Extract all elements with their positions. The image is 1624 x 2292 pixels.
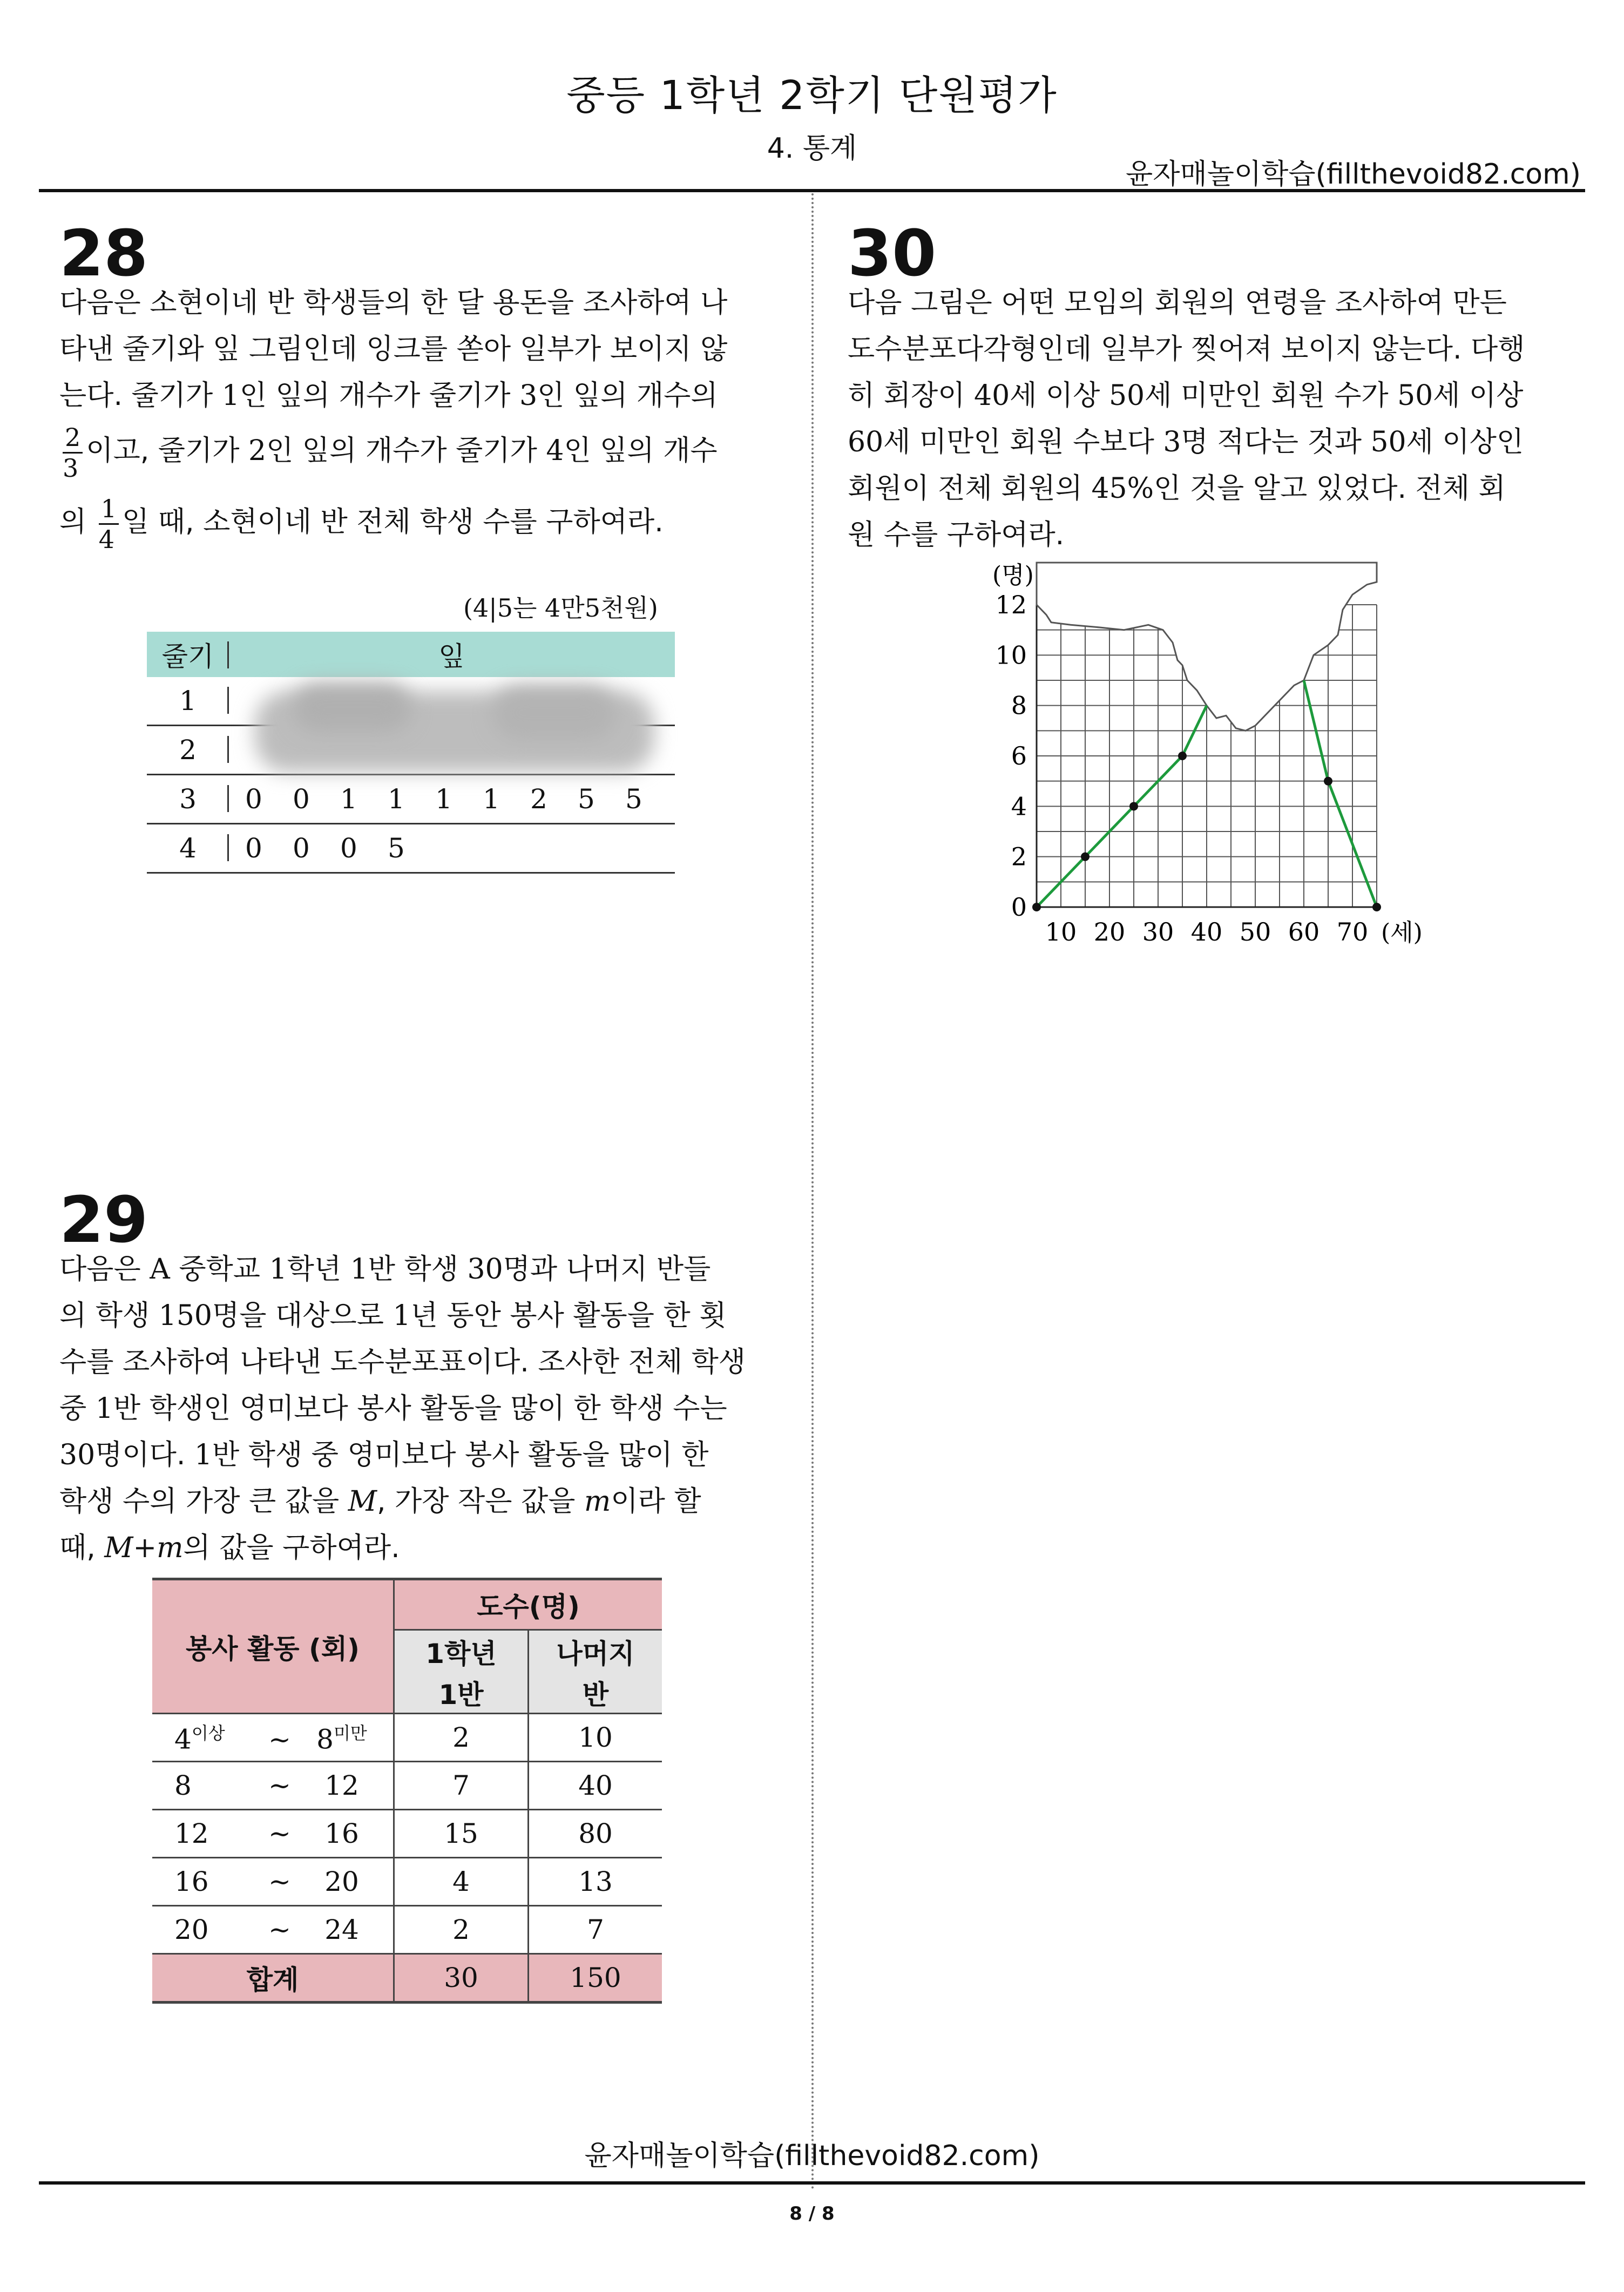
stem-value: 1: [147, 677, 229, 726]
data-point: [1324, 777, 1332, 786]
leaf-header: 잎: [229, 632, 675, 677]
question-30-text: [848, 280, 1544, 558]
leaf: 0: [293, 833, 310, 864]
class1-header: 1학년: [394, 1630, 529, 1673]
unit-subtitle: 4. 통계: [767, 132, 857, 165]
y-tick-label: 12: [995, 590, 1027, 619]
q30-line: 다음 그림은 어떤 모임의 회원의 연령을 조사하여 만든: [848, 287, 1507, 319]
leaf: 0: [245, 833, 262, 864]
stem-value: 3: [147, 775, 229, 824]
stem-value: 4: [147, 824, 229, 873]
activity-range: $4^{이상}$ ~ $8^{미만}$: [152, 1714, 394, 1762]
class1-frequency: 4: [394, 1858, 529, 1906]
x-tick-label: 60: [1288, 917, 1320, 946]
q30-line: 히 회장이 40세 이상 50세 미만인 회원 수가 50세 이상: [848, 380, 1524, 412]
data-point: [1032, 903, 1041, 911]
class1-frequency: 2: [394, 1906, 529, 1954]
y-tick-label: 10: [995, 640, 1027, 670]
q29-line: 30명이다. 1반 학생 중 영미보다 봉사 활동을 많이 한: [59, 1439, 709, 1471]
q29-line: 학생 수의 가장 큰 값을 M, 가장 작은 값을 m이라 할: [59, 1485, 701, 1518]
leaf-values: [229, 824, 675, 873]
stem-leaf-caption: (4|5는 4만5천원): [463, 593, 658, 623]
y-tick-label: 8: [1011, 691, 1027, 720]
series-line-visible-right: [1304, 680, 1377, 907]
question-29-text: [59, 1246, 756, 1571]
q28-line: 는다. 줄기가 1인 잎의 개수가 줄기가 3인 잎의 개수의: [59, 380, 718, 412]
q28-line: 타낸 줄기와 잎 그림인데 잉크를 쏟아 일부가 보이지 않: [59, 333, 728, 366]
data-point: [1178, 752, 1187, 760]
data-point: [1372, 903, 1381, 911]
activity-header: 봉사 활동 (회): [152, 1579, 394, 1714]
frequency-table: [152, 1578, 662, 2004]
y-axis-unit: (명): [992, 562, 1034, 589]
x-tick-label: 20: [1093, 917, 1126, 946]
ink-blot-part: [293, 683, 411, 732]
leaf: 0: [293, 783, 310, 815]
fraction-2-3: $\frac{2}{3}$: [63, 423, 83, 483]
frequency-header: 도수(명): [394, 1579, 662, 1630]
fraction-1-4: $\frac{1}{4}$: [99, 494, 119, 554]
data-point: [1129, 802, 1138, 810]
page-title: 중등 1학년 2학기 단원평가: [566, 72, 1058, 119]
q29-line: 수를 조사하여 나타낸 도수분포표이다. 조사한 전체 학생: [59, 1346, 746, 1378]
class1-frequency: 2: [394, 1714, 529, 1762]
header-site: 윤자매놀이학습(fillthevoid82.com): [1126, 158, 1581, 191]
x-tick-label: 10: [1045, 917, 1077, 946]
y-tick-label: 0: [1011, 893, 1027, 922]
rest-frequency: 7: [529, 1906, 662, 1954]
stem-header: 줄기: [147, 632, 229, 677]
q30-line: 회원이 전체 회원의 45%인 것을 알고 있었다. 전체 회: [848, 472, 1506, 505]
y-tick-label: 6: [1011, 741, 1027, 770]
question-30-number: 30: [848, 216, 937, 290]
rest-frequency: 40: [529, 1762, 662, 1810]
q28-line: 다음은 소현이네 반 학생들의 한 달 용돈을 조사하여 나: [59, 287, 728, 319]
leaf: 5: [578, 783, 595, 815]
footer-site: 윤자매놀이학습(fillthevoid82.com): [584, 2140, 1040, 2172]
rest-header: 나머지: [529, 1630, 662, 1673]
data-point: [1081, 853, 1090, 861]
class1-frequency: 7: [394, 1762, 529, 1810]
frequency-row: [152, 1714, 662, 1762]
q29-line: 중 1반 학생인 영미보다 봉사 활동을 많이 한 학생 수는: [59, 1392, 727, 1425]
rest-frequency: 10: [529, 1714, 662, 1762]
x-tick-label: 70: [1336, 917, 1369, 946]
q29-line: 때, M+m의 값을 구하여라.: [59, 1532, 400, 1564]
stem-leaf-row: [147, 824, 675, 873]
question-29-number: 29: [59, 1182, 148, 1257]
footer-rule: [39, 2181, 1585, 2185]
leaf: 1: [435, 783, 452, 815]
stem-leaf-plot: [147, 632, 675, 874]
rest-frequency: 13: [529, 1858, 662, 1906]
column-divider: [811, 193, 814, 2191]
ink-blot-part: [492, 686, 617, 740]
y-tick-label: 4: [1011, 792, 1027, 821]
frequency-row: [152, 1762, 662, 1810]
total-rest: 150: [529, 1954, 662, 2003]
leaf-values: [229, 775, 675, 824]
stem-value: 2: [147, 726, 229, 775]
leaf: 2: [530, 783, 547, 815]
q28-line: $\frac{2}{3}$ 이고, 줄기가 2인 잎의 개수가 줄기가 4인 잎의 개수: [63, 422, 718, 483]
leaf: 1: [340, 783, 357, 815]
leaf: 1: [388, 783, 405, 815]
leaf: 5: [625, 783, 642, 815]
x-tick-label: 50: [1239, 917, 1271, 946]
leaf: 5: [388, 833, 405, 864]
total-label: 합계: [152, 1954, 394, 2003]
rest-frequency: 80: [529, 1810, 662, 1858]
frequency-polygon-chart: [983, 562, 1425, 961]
rest-header-b: 반: [529, 1673, 662, 1714]
question-28-number: 28: [59, 216, 148, 290]
leaf: 0: [245, 783, 262, 815]
leaf: 0: [340, 833, 357, 864]
x-axis-unit: (세): [1381, 919, 1423, 946]
activity-range: 20 ~ 24: [152, 1906, 394, 1954]
y-tick-label: 2: [1011, 842, 1027, 871]
page-number: 8 / 8: [789, 2203, 835, 2225]
x-tick-label: 30: [1142, 917, 1174, 946]
total-class1: 30: [394, 1954, 529, 2003]
question-28-text: [59, 280, 756, 557]
q30-line: 도수분포다각형인데 일부가 찢어져 보이지 않는다. 다행: [848, 333, 1525, 366]
stem-leaf-row: [147, 775, 675, 824]
q28-line: 의 $\frac{1}{4}$ 일 때, 소현이네 반 전체 학생 수를 구하여라.: [59, 493, 664, 554]
frequency-row: [152, 1810, 662, 1858]
frequency-row: [152, 1906, 662, 1954]
q29-line: 다음은 A 중학교 1학년 1반 학생 30명과 나머지 반들: [59, 1253, 711, 1286]
activity-range: 16 ~ 20: [152, 1858, 394, 1906]
class1-frequency: 15: [394, 1810, 529, 1858]
q30-line: 60세 미만인 회원 수보다 3명 적다는 것과 50세 이상인: [848, 426, 1524, 458]
activity-range: 12 ~ 16: [152, 1810, 394, 1858]
class1-header-b: 1반: [394, 1673, 529, 1714]
q29-line: 의 학생 150명을 대상으로 1년 동안 봉사 활동을 한 횟: [59, 1300, 727, 1332]
activity-range: 8 ~ 12: [152, 1762, 394, 1810]
leaf: 1: [483, 783, 500, 815]
q30-line: 원 수를 구하여라.: [848, 519, 1065, 551]
header-rule: [39, 189, 1585, 192]
x-tick-label: 40: [1190, 917, 1223, 946]
frequency-row: [152, 1858, 662, 1906]
